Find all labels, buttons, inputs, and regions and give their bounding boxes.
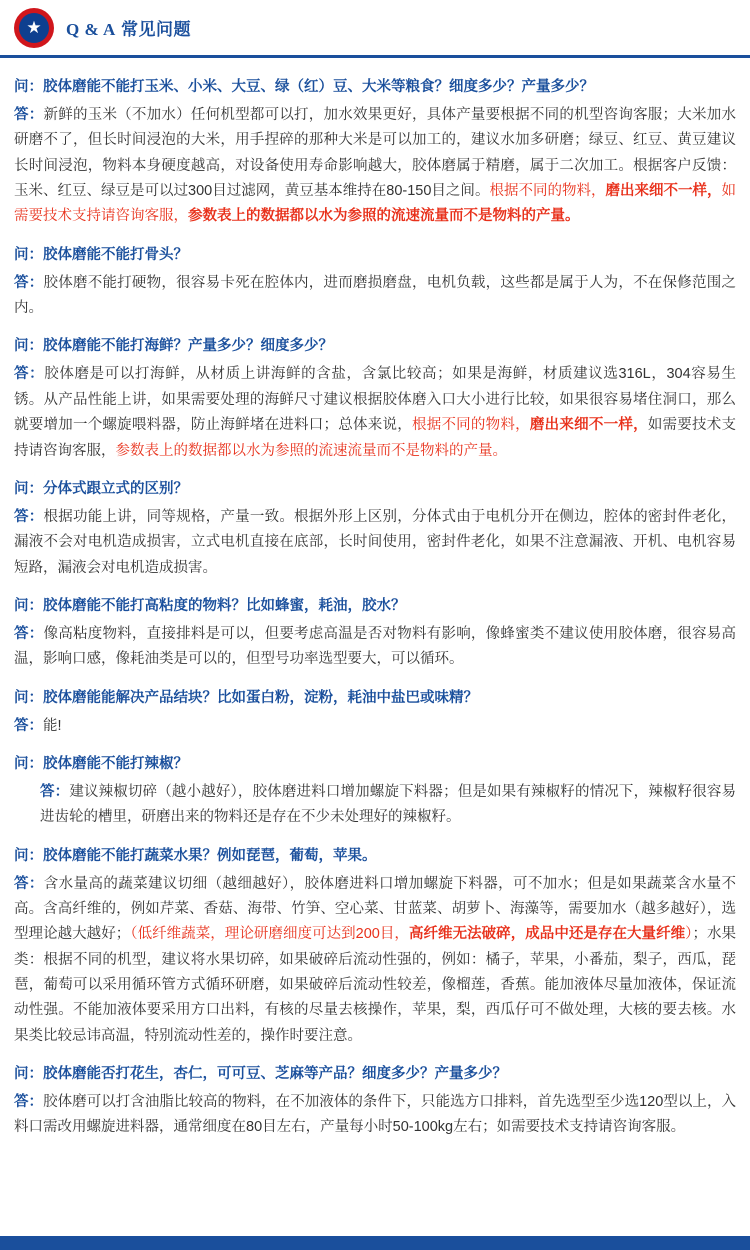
answer-segment: ） [685, 926, 693, 943]
answer-segment: 根据不同的物料， [411, 417, 530, 434]
qa-item [14, 76, 736, 230]
answer-segment: 参数表上的数据都以水为参照的流速流量而不是物料的产量。 [115, 442, 507, 459]
answer-line [14, 872, 736, 1050]
answer-segment: 根据不同的物料， [489, 183, 606, 200]
question-text: 胶体磨能不能打高粘度的物料？比如蜂蜜，耗油，胶水？ [43, 597, 406, 614]
question-label: 问： [14, 1066, 43, 1083]
qa-item [14, 478, 736, 581]
question-line [14, 687, 736, 711]
page-title [66, 15, 191, 40]
question-line [14, 244, 736, 268]
answer-line [14, 622, 736, 673]
answer-segment: 根据功能上讲，同等规格，产量一致。根据外形上区别，分体式由于电机分开在侧边，腔体的密封件老化，漏液不会对电机造成损害，立式电机直接在底部，长时间使用，密封件老化，如果不注意漏液、开机、电机容易短路，漏液会对电机造成损害。 [14, 508, 737, 576]
qa-item [14, 753, 736, 831]
answer-segment: 如需要技术支持请咨询客服， [14, 183, 737, 225]
answer-label: 答： [14, 106, 44, 123]
question-line [14, 76, 736, 100]
question-text: 胶体磨能否打花生，杏仁，可可豆、芝麻等产品？细度多少？产量多少？ [43, 1066, 507, 1083]
question-label: 问： [14, 79, 43, 95]
page-title-en: Q & A [66, 20, 116, 39]
answer-line [14, 362, 736, 464]
star-badge-icon [14, 8, 54, 48]
answer-segment: （低纤维蔬菜，理论研磨细度可达到200目， [130, 926, 409, 943]
answer-segment: 新鲜的玉米（不加水）任何机型都可以打，加水效果更好，具体产量要根据不同的机型咨询客服；大米加水研磨不了，但长时间浸泡的大米，用手捏碎的那种大米是可以加工的，建议水加多研磨；绿豆、红豆、黄豆建议长时间浸泡，物料本身硬度越高，对设备使用寿命影响越大，胶体磨属于精磨，属于二次加工。根据客户反馈：玉米、红豆、绿豆是可以过300目过滤网，黄豆基本维持在80-150目之间。 [14, 106, 737, 200]
answer-segment: 含水量高的蔬菜建议切细（越细越好），胶体磨进料口增加螺旋下料器，可不加水；但是如果蔬菜含水量不高。含高纤维的，例如芹菜、香菇、海带、竹笋、空心菜、甘蓝菜、胡萝卜、海藻等，需要加水（越多越好），选型理论越大越好； [14, 875, 736, 943]
question-line [14, 1063, 736, 1087]
answer-line [14, 780, 736, 831]
qa-item [14, 244, 736, 322]
answer-line [14, 505, 736, 581]
answer-segment: 磨出来细不一样， [529, 417, 648, 434]
question-label: 问： [14, 847, 43, 864]
logo-inner-circle [19, 13, 49, 43]
question-text: 胶体磨能不能打玉米、小米、大豆、绿（红）豆、大米等粮食？细度多少？产量多少？ [43, 79, 594, 95]
answer-line [14, 714, 736, 739]
qa-item [14, 1063, 736, 1141]
question-line [14, 335, 736, 359]
qa-item [14, 595, 736, 673]
question-text: 胶体磨能不能打蔬菜水果？例如琵琶，葡萄，苹果。 [43, 847, 377, 864]
answer-segment: 参数表上的数据都以水为参照的流速流量而不是物料的产量。 [188, 208, 580, 225]
question-text: 胶体磨能不能打辣椒？ [43, 755, 188, 772]
answer-segment: 建议辣椒切碎（越小越好），胶体磨进料口增加螺旋下料器；但是如果有辣椒籽的情况下，辣椒籽很容易进齿轮的槽里，研磨出来的物料还是存在不少未处理好的辣椒籽。 [40, 783, 736, 826]
footer-bar [0, 1236, 750, 1250]
answer-label: 答： [14, 625, 44, 642]
question-label: 问： [14, 755, 43, 772]
answer-segment: 胶体磨是可以打海鲜，从材质上讲海鲜的含盐，含氯比较高；如果是海鲜，材质建议选316L，304容易生锈。从产品性能上讲，如果需要处理的海鲜尺寸建议根据胶体磨入口大小进行比较，如果很容易堵住洞口，那么就要增加一个螺旋喂料器，防止海鲜堵在进料口；总体来说， [14, 366, 737, 434]
answer-line [14, 103, 736, 230]
answer-line [14, 1090, 736, 1141]
question-line [14, 845, 736, 869]
answer-segment: 胶体磨可以打含油脂比较高的物料，在不加液体的条件下，只能选方口排料，首先选型至少选120型以上，入料口需改用螺旋进料器，通常细度在80目左右，产量每小时50-100kg左右；如需要技术支持请咨询客服。 [14, 1094, 736, 1136]
star-glyph: ★ [26, 18, 42, 37]
answer-label: 答： [14, 366, 45, 383]
answer-line [14, 271, 736, 322]
answer-segment: 能! [43, 717, 62, 734]
answer-label: 答： [14, 1094, 44, 1111]
question-line [14, 595, 736, 619]
question-label: 问： [14, 246, 43, 263]
answer-segment: 磨出来细不一样， [605, 183, 722, 200]
answer-label: 答： [14, 875, 44, 892]
question-text: 胶体磨能能解决产品结块？比如蛋白粉，淀粉，耗油中盐巴或味精？ [43, 689, 478, 706]
answer-label: 答： [14, 274, 44, 291]
question-text: 胶体磨能不能打海鲜？产量多少？细度多少？ [43, 338, 333, 355]
question-text: 分体式跟立式的区别？ [43, 480, 188, 497]
qa-item [14, 335, 736, 463]
answer-segment: 像高粘度物料，直接排料是可以，但要考虑高温是否对物料有影响，像蜂蜜类不建议使用胶体磨，很容易高温，影响口感，像耗油类是可以的，但型号功率选型要大，可以循环。 [14, 625, 737, 668]
question-label: 问： [14, 689, 43, 706]
answer-label: 答： [14, 717, 43, 734]
answer-segment: 高纤维无法破碎，成品中还是存在大量纤维 [408, 926, 686, 943]
question-line [14, 753, 736, 777]
question-label: 问： [14, 597, 43, 614]
question-text: 胶体磨能不能打骨头？ [43, 246, 188, 263]
qa-item [14, 845, 736, 1050]
question-label: 问： [14, 338, 43, 355]
answer-label: 答： [14, 508, 44, 525]
page-header [0, 0, 750, 58]
page-title-cn: 常见问题 [120, 20, 191, 39]
answer-segment: 胶体磨不能打硬物，很容易卡死在腔体内，进而磨损磨盘，电机负载，这些都是属于人为，不在保修范围之内。 [14, 274, 737, 317]
answer-label: 答： [40, 783, 70, 800]
qa-list [0, 58, 750, 1181]
answer-segment: ；水果类：根据不同的机型，建议将水果切碎，如果破碎后流动性强的，例如：橘子，苹果，小番茄，梨子，西瓜，琵琶，葡萄可以采用循环管方式循环研磨，如果破碎后流动性较差，像榴莲，香蕉。能加液体尽量加液体，保证流动性强。不能加液体要采用方口出料，有核的尽量去核操作，苹果，梨，西瓜仔可不做处理，大核的要去核。水果类比较忌讳高温，特别流动性差的，操作时要注意。 [14, 926, 737, 1044]
question-label: 问： [14, 480, 43, 497]
question-line [14, 478, 736, 502]
answer-segment: 如需要技术支持请咨询客服， [14, 417, 737, 459]
qa-item [14, 687, 736, 739]
